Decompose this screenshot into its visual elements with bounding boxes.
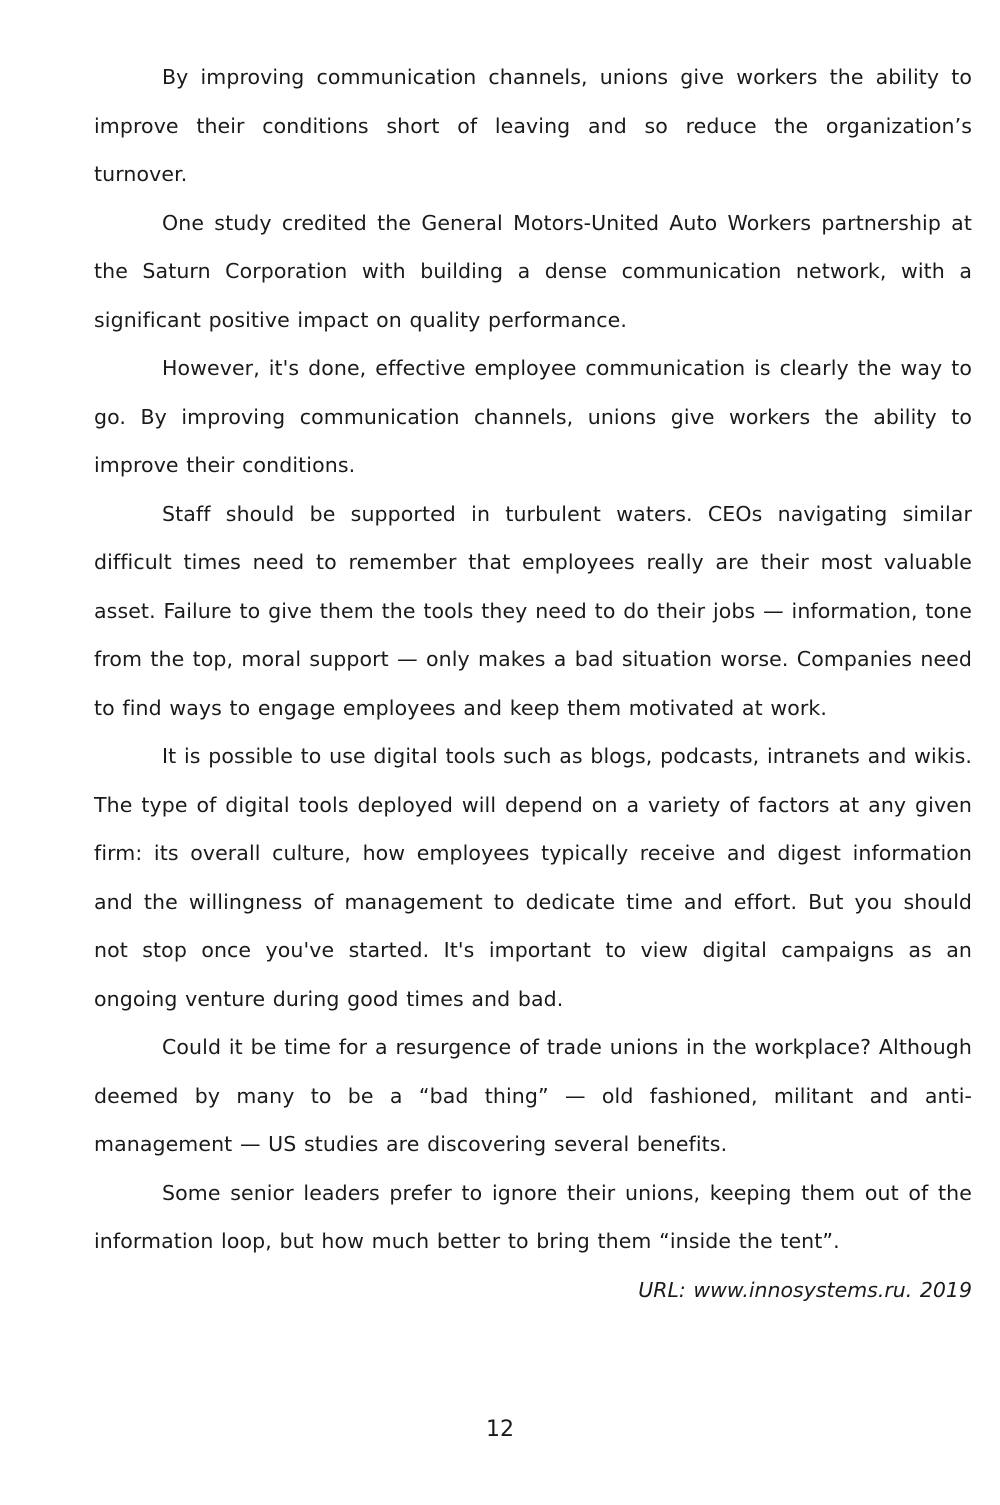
paragraph-7: Some senior leaders prefer to ignore their unions, keeping them out of the information loop, but how much better to bring them “inside the tent”. bbox=[94, 1180, 972, 1253]
page-number: 12 bbox=[486, 1417, 514, 1442]
paragraph-5: It is possible to use digital tools such as blogs, podcasts, intranets and wikis. The type of digital tools deployed will depend on a variety of factors at any given firm: its overall culture, how employees typically receive and digest information and the willingness of management to dedicate time and effort. But you should not stop once you've started. It's important to view digital campaigns as an ongoing venture during good times and bad. bbox=[94, 744, 972, 1011]
paragraph-6: Could it be time for a resurgence of trade unions in the workplace? Although deemed by many to be a “bad thing” — old fashioned, militant and anti-management — US studies are discovering several benefits. bbox=[94, 1035, 972, 1156]
source-citation: URL: www.innosystems.ru. 2019 bbox=[638, 1277, 972, 1302]
paragraph-2: One study credited the General Motors-United Auto Workers partnership at the Saturn Corporation with building a dense communication network, with a significant positive impact on quality performance. bbox=[94, 210, 972, 332]
paragraph-3: However, it's done, effective employee communication is clearly the way to go. By improving communication channels, unions give workers the ability to improve their conditions. bbox=[94, 356, 972, 477]
paragraph-4: Staff should be supported in turbulent waters. CEOs navigating similar difficult times need to remember that employees really are their most valuable asset. Failure to give them the tools they need to do their jobs — information, tone from the top, moral support — only makes a bad situation worse. Companies need to find ways to engage employees and keep them motivated at work. bbox=[94, 501, 972, 720]
page-body bbox=[94, 53, 972, 1314]
paragraph-1: By improving communication channels, unions give workers the ability to improve their conditions short of leaving and so reduce the organization’s turnover. bbox=[94, 65, 972, 186]
